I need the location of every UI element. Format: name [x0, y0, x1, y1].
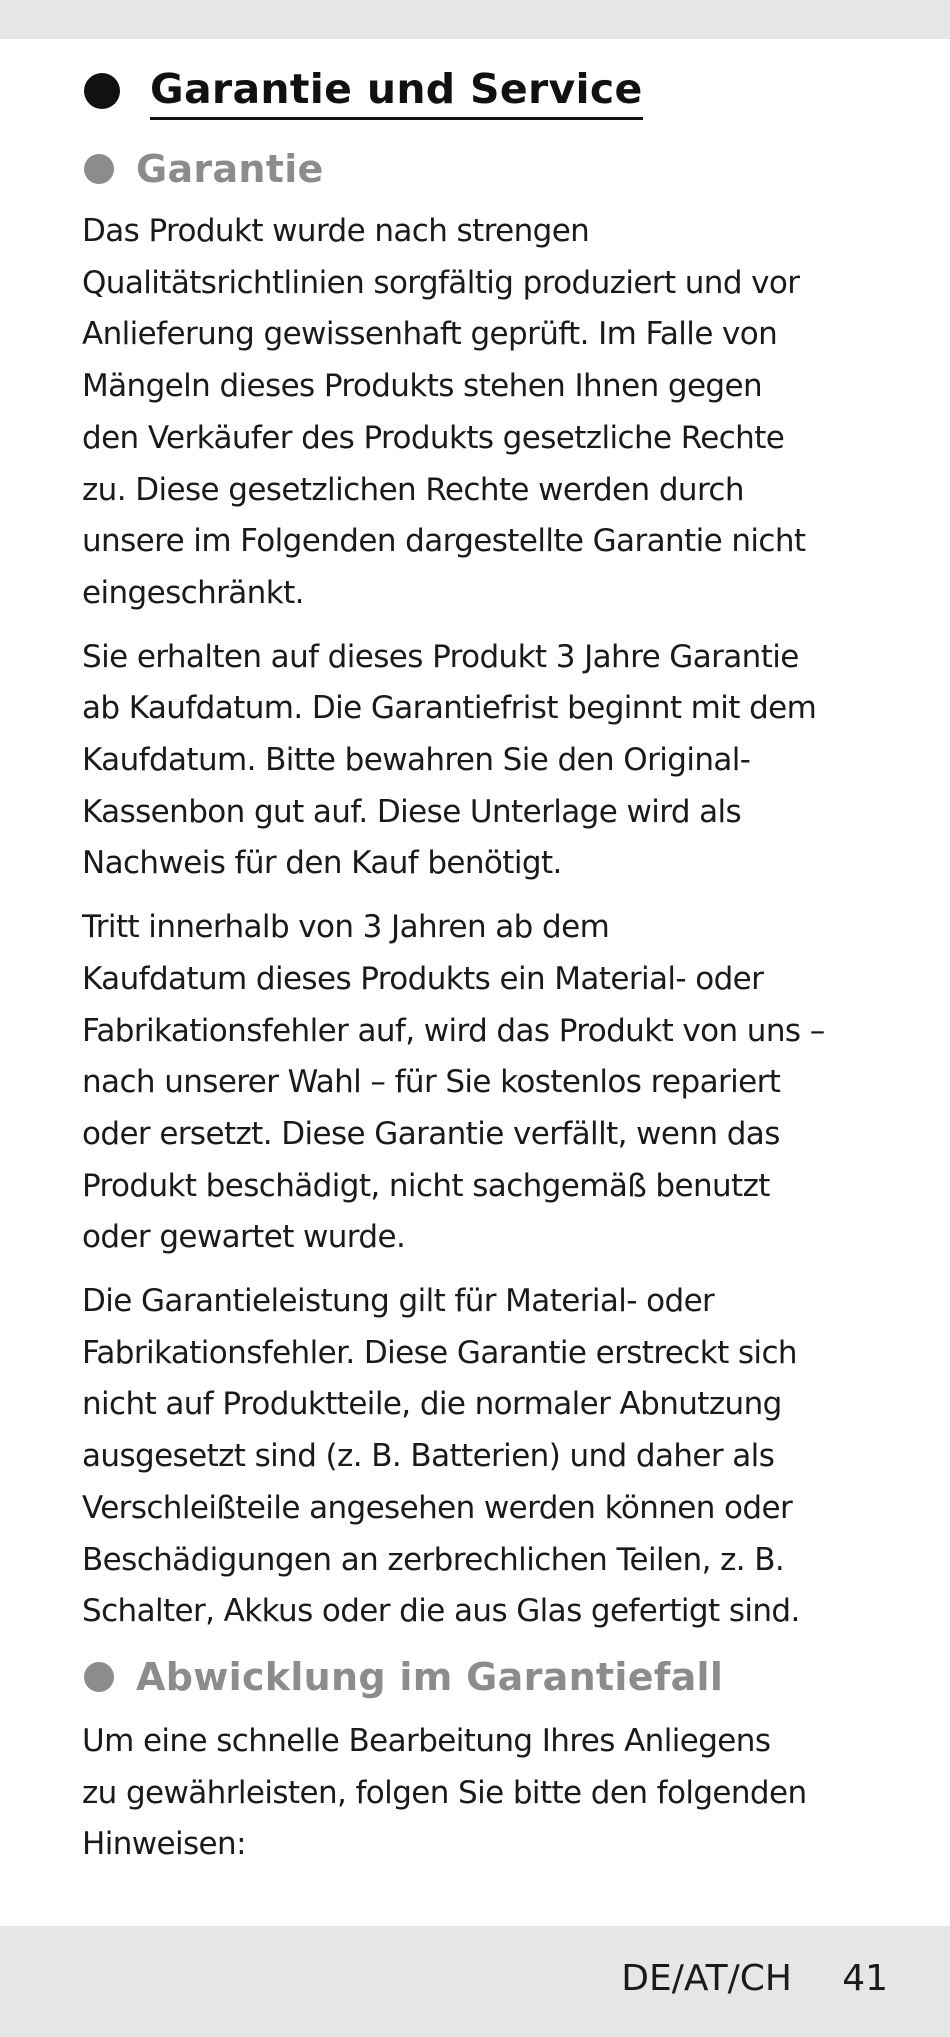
- paragraph: [82, 206, 912, 620]
- subheading-garantie: [82, 142, 912, 196]
- text-line: Beschädigungen an zerbrechlichen Teilen, z. B.: [82, 1541, 785, 1578]
- text-line: Mängeln dieses Produkts stehen Ihnen gegen: [82, 368, 763, 405]
- language-label: DE/AT/CH: [621, 1958, 792, 1999]
- text-line: Tritt innerhalb von 3 Jahren ab dem: [82, 909, 610, 946]
- text-line: Kaufdatum. Bitte bewahren Sie den Original-: [82, 742, 751, 779]
- text-line: Hinweisen:: [82, 1826, 246, 1863]
- subheading-abwicklung-title: Abwicklung im Garantiefall: [136, 1654, 724, 1699]
- text-line: Kaufdatum dieses Produkts ein Material- oder: [82, 960, 764, 997]
- text-line: Nachweis für den Kauf benötigt.: [82, 845, 562, 882]
- text-line: Anlieferung gewissenhaft geprüft. Im Falle von: [82, 316, 778, 353]
- text-line: Sie erhalten auf dieses Produkt 3 Jahre Garantie: [82, 638, 799, 675]
- text-line: unsere im Folgenden dargestellte Garantie nicht: [82, 523, 806, 560]
- subheading-abwicklung: [82, 1650, 912, 1704]
- text-line: Fabrikationsfehler. Diese Garantie erstreckt sich: [82, 1334, 797, 1371]
- paragraph: [82, 902, 912, 1264]
- paragraph: [82, 1716, 912, 1871]
- black-bullet-icon: [84, 73, 120, 109]
- text-line: Schalter, Akkus oder die aus Glas gefertigt sind.: [82, 1593, 800, 1630]
- section-title: Garantie und Service: [150, 63, 643, 120]
- text-line: Fabrikationsfehler auf, wird das Produkt von uns –: [82, 1012, 825, 1049]
- text-line: Verschleißteile angesehen werden können oder: [82, 1489, 793, 1526]
- text-line: Qualitätsrichtlinien sorgfältig produziert und vor: [82, 264, 800, 301]
- text-line: Das Produkt wurde nach strengen: [82, 213, 590, 249]
- text-line: oder ersetzt. Diese Garantie verfällt, wenn das: [82, 1115, 780, 1152]
- text-line: Kassenbon gut auf. Diese Unterlage wird als: [82, 793, 742, 830]
- text-line: zu gewährleisten, folgen Sie bitte den folgenden: [82, 1774, 807, 1811]
- text-line: nach unserer Wahl – für Sie kostenlos repariert: [82, 1064, 781, 1101]
- page-content: [82, 58, 912, 1883]
- text-line: den Verkäufer des Produkts gesetzliche Rechte: [82, 419, 785, 456]
- text-line: Um eine schnelle Bearbeitung Ihres Anliegens: [82, 1722, 771, 1759]
- paragraph: [82, 1276, 912, 1638]
- text-line: nicht auf Produktteile, die normaler Abnutzung: [82, 1386, 782, 1423]
- section-heading: [82, 58, 912, 124]
- text-line: ausgesetzt sind (z. B. Batterien) und daher als: [82, 1438, 775, 1475]
- text-line: Die Garantieleistung gilt für Material- oder: [82, 1283, 715, 1320]
- gray-bullet-icon: [84, 1662, 114, 1692]
- subheading-garantie-title: Garantie: [136, 147, 324, 191]
- top-band: [0, 0, 950, 39]
- page-footer: [0, 1926, 950, 2037]
- text-line: ab Kaufdatum. Die Garantiefrist beginnt mit dem: [82, 690, 817, 727]
- text-line: Produkt beschädigt, nicht sachgemäß benutzt: [82, 1167, 770, 1204]
- text-line: zu. Diese gesetzlichen Rechte werden durch: [82, 471, 744, 508]
- paragraph: [82, 632, 912, 891]
- page-number: 41: [842, 1958, 888, 1999]
- text-line: eingeschränkt.: [82, 574, 304, 611]
- gray-bullet-icon: [84, 154, 114, 184]
- text-line: oder gewartet wurde.: [82, 1219, 406, 1256]
